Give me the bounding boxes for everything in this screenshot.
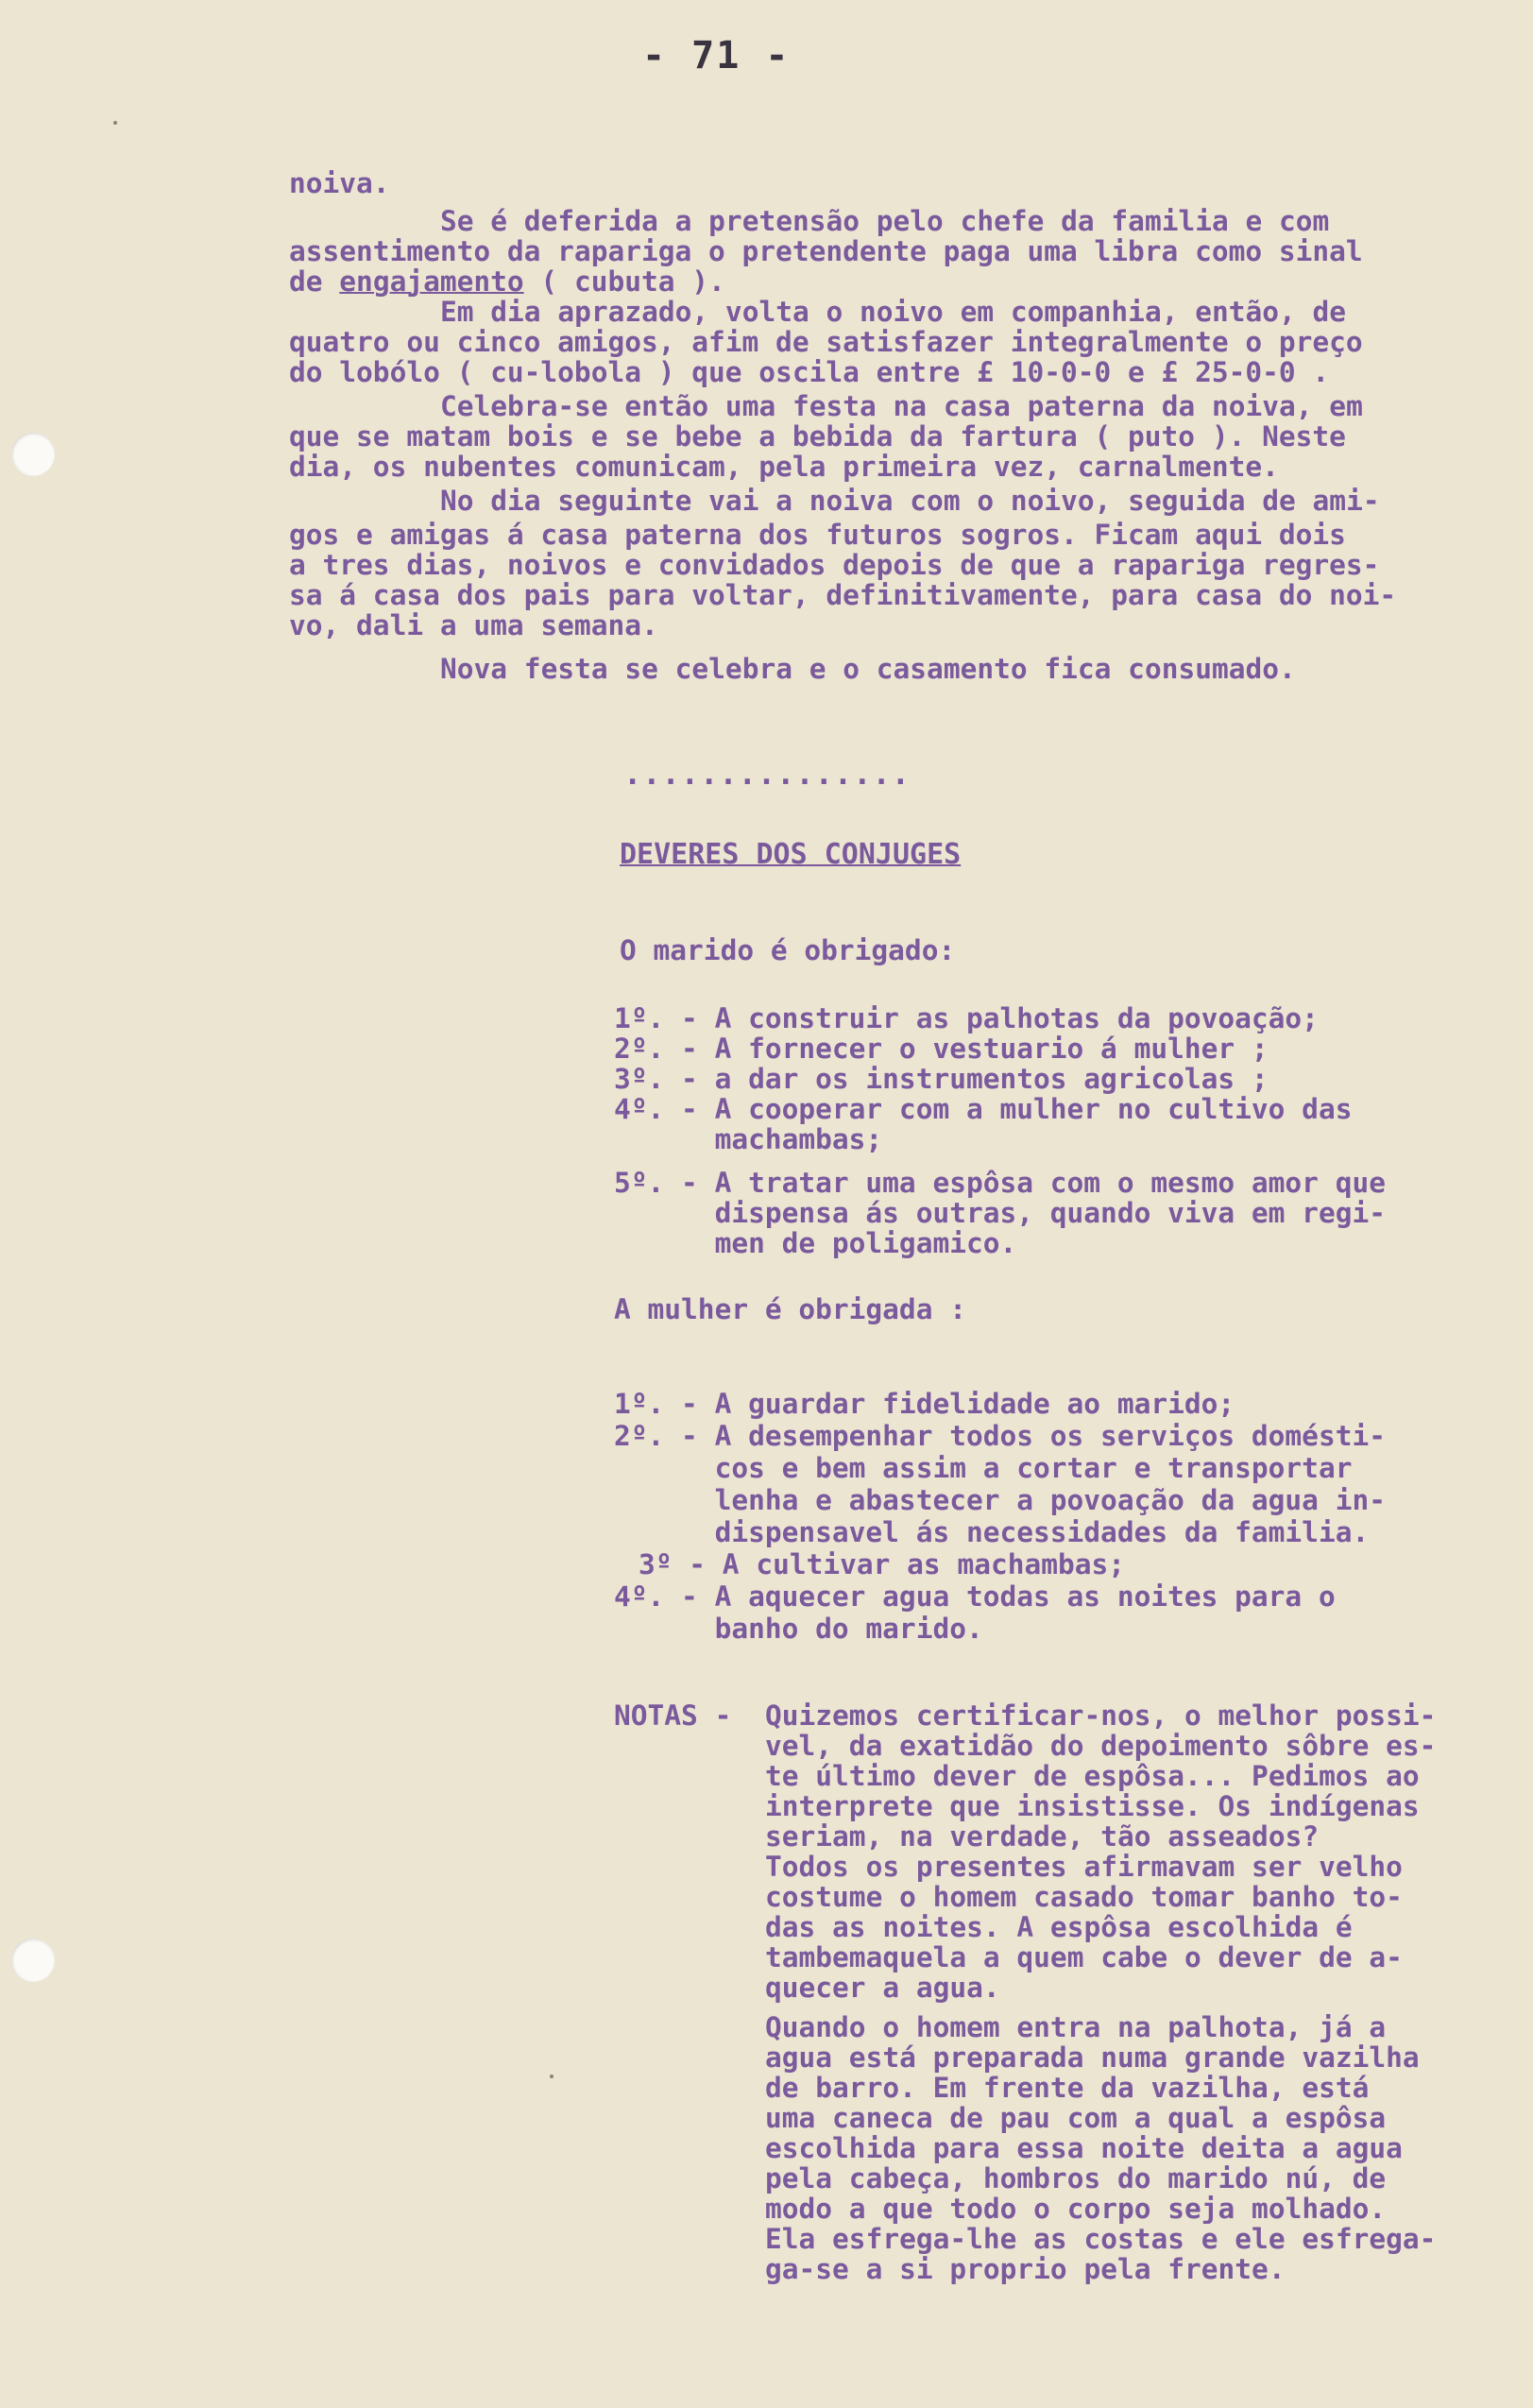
punch-hole-bottom <box>11 1938 55 1982</box>
text-line: Celebra-se então uma festa na casa paterna da noiva, em <box>440 390 1363 422</box>
note-line: te último dever de espôsa... Pedimos ao <box>765 1760 1420 1792</box>
text-line: assentimento da rapariga o pretendente paga uma libra como sinal <box>289 235 1363 267</box>
list-item: 3º. - a dar os instrumentos agricolas ; <box>614 1063 1269 1095</box>
paper-speck <box>113 121 117 125</box>
note-line: de barro. Em frente da vazilha, está <box>765 2072 1370 2104</box>
text-line: No dia seguinte vai a noiva com o noivo, seguida de ami- <box>440 485 1380 517</box>
text-line: quatro ou cinco amigos, afim de satisfazer integralmente o preço <box>289 326 1363 358</box>
text-line: sa á casa dos pais para voltar, definitivamente, para casa do noi- <box>289 579 1397 611</box>
note-line: Quando o homem entra na palhota, já a <box>765 2011 1387 2043</box>
list-item: dispensa ás outras, quando viva em regi- <box>614 1197 1386 1229</box>
note-line: Quizemos certificar-nos, o melhor possi- <box>765 1699 1437 1732</box>
note-line: Ela esfrega-lhe as costas e ele esfrega- <box>765 2223 1437 2255</box>
note-line: seriam, na verdade, tão asseados? <box>765 1820 1320 1853</box>
list-item: cos e bem assim a cortar e transportar <box>614 1452 1353 1484</box>
note-line: pela cabeça, hombros do marido nú, de <box>765 2162 1387 2195</box>
note-line: Todos os presentes afirmavam ser velho <box>765 1851 1403 1883</box>
list-item: 1º. - A guardar fidelidade ao marido; <box>614 1388 1235 1420</box>
text-line: Se é deferida a pretensão pelo chefe da familia e com <box>440 205 1330 237</box>
text-line: noiva. <box>289 167 390 199</box>
note-line: das as noites. A espôsa escolhida é <box>765 1911 1353 1943</box>
list-item: machambas; <box>614 1123 883 1155</box>
text-line: de engajamento ( cubuta ). <box>289 265 725 298</box>
text-line: Em dia aprazado, volta o noivo em companhia, então, de <box>440 296 1347 328</box>
note-line: modo a que todo o corpo seja molhado. <box>765 2193 1387 2225</box>
husband-intro: O marido é obrigado: <box>620 934 956 966</box>
text-line: Nova festa se celebra e o casamento fica consumado. <box>440 653 1296 685</box>
page-number: - 71 - <box>642 34 791 77</box>
list-item: 1º. - A construir as palhotas da povoação; <box>614 1002 1319 1034</box>
list-item: 2º. - A desempenhar todos os serviços domésti- <box>614 1420 1386 1452</box>
note-line: uma caneca de pau com a qual a espôsa <box>765 2102 1387 2134</box>
text-line: dia, os nubentes comunicam, pela primeira vez, carnalmente. <box>289 451 1279 483</box>
text-line: a tres dias, noivos e convidados depois de que a rapariga regres- <box>289 549 1380 581</box>
list-item: dispensavel ás necessidades da familia. <box>614 1516 1370 1548</box>
note-line: ga-se a si proprio pela frente. <box>765 2253 1286 2285</box>
list-item: 4º. - A cooperar com a mulher no cultivo das <box>614 1093 1353 1125</box>
list-item: 3º - A cultivar as machambas; <box>639 1548 1126 1580</box>
note-line: costume o homem casado tomar banho to- <box>765 1881 1403 1913</box>
text-line: gos e amigas á casa paterna dos futuros sogros. Ficam aqui dois <box>289 519 1346 551</box>
notes-label: NOTAS - <box>614 1699 732 1732</box>
wife-intro: A mulher é obrigada : <box>614 1293 966 1325</box>
punch-hole-top <box>11 433 55 476</box>
text-line: vo, dali a uma semana. <box>289 609 658 641</box>
text-line: do lobólo ( cu-lobola ) que oscila entre £ 10-0-0 e £ 25-0-0 . <box>289 356 1330 388</box>
section-title: DEVERES DOS CONJUGES <box>620 838 962 871</box>
separator-dots: ............... <box>623 756 911 792</box>
note-line: quecer a agua. <box>765 1972 1000 2004</box>
list-item: 2º. - A fornecer o vestuario á mulher ; <box>614 1033 1269 1065</box>
list-item: 5º. - A tratar uma espôsa com o mesmo amor que <box>614 1167 1386 1199</box>
list-item: 4º. - A aquecer agua todas as noites para o <box>614 1580 1336 1613</box>
paper-speck <box>550 2075 554 2078</box>
note-line: tambemaquela a quem cabe o dever de a- <box>765 1941 1403 1973</box>
list-item: banho do marido. <box>614 1613 983 1645</box>
note-line: escolhida para essa noite deita a agua <box>765 2132 1403 2164</box>
note-line: interprete que insistisse. Os indígenas <box>765 1790 1420 1822</box>
text-line: que se matam bois e se bebe a bebida da fartura ( puto ). Neste <box>289 420 1346 453</box>
list-item: men de poligamico. <box>614 1227 1017 1259</box>
note-line: agua está preparada numa grande vazilha <box>765 2041 1420 2074</box>
note-line: vel, da exatidão do depoimento sôbre es- <box>765 1730 1437 1762</box>
list-item: lenha e abastecer a povoação da agua in- <box>614 1484 1386 1516</box>
